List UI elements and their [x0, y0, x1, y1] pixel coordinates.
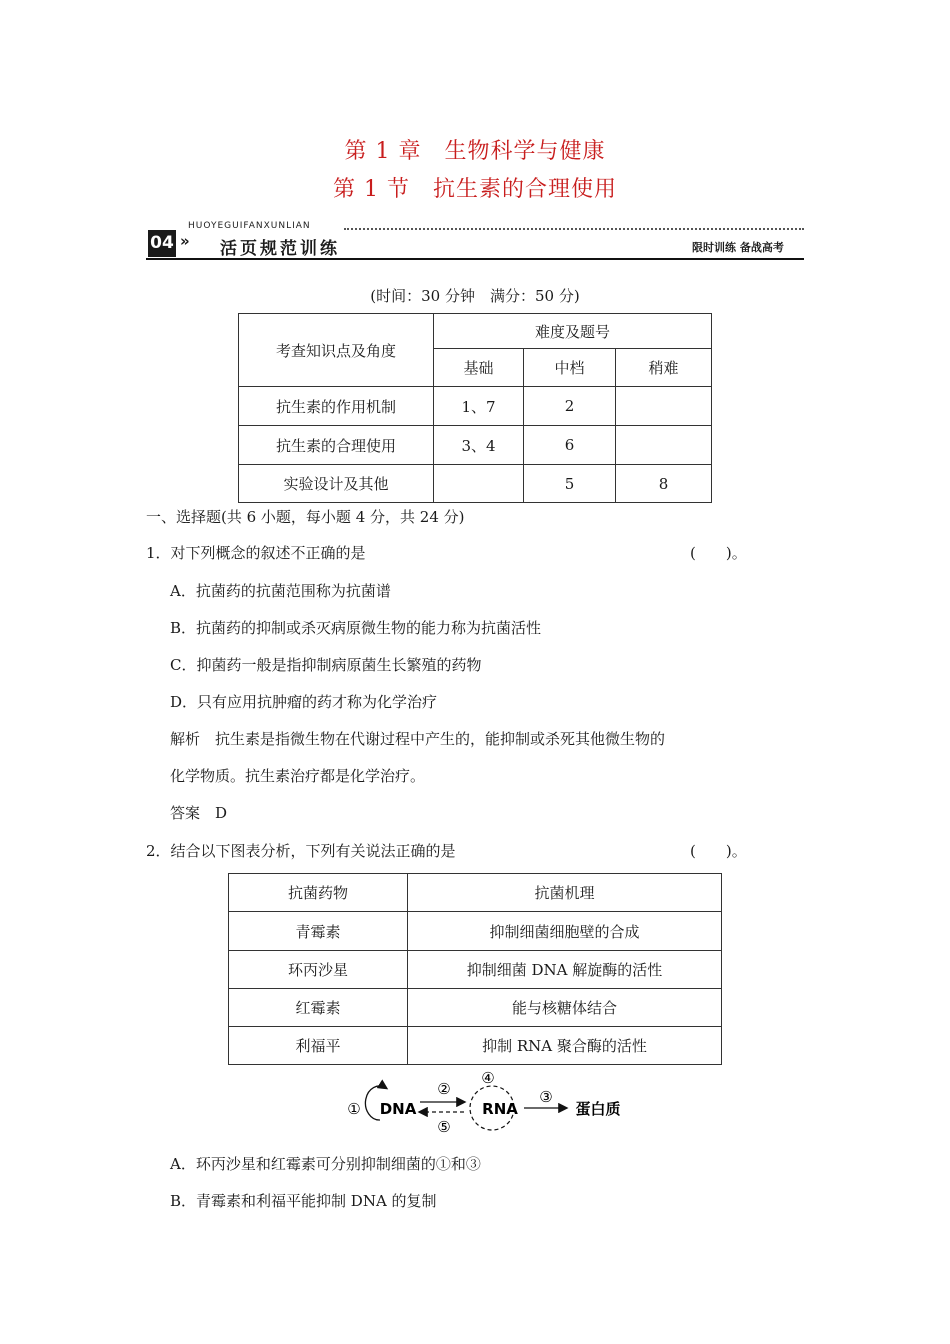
cell-drug: 红霉素: [229, 989, 408, 1027]
chapter-title: 第 1 章 生物科学与健康: [344, 139, 606, 164]
cell-mechanism: 能与核糖体结合: [408, 989, 722, 1027]
banner-dotted-line: [344, 228, 804, 230]
banner-number-badge: 04: [148, 230, 176, 257]
label-dna: DNA: [379, 1100, 417, 1118]
header-difficulty: 难度及题号: [434, 314, 712, 349]
q1-answer-blank: ( )。: [690, 544, 747, 562]
q1-stem: 1．对下列概念的叙述不正确的是: [146, 544, 366, 562]
cell-drug: 利福平: [229, 1027, 408, 1065]
cell-drug: 青霉素: [229, 912, 408, 951]
q2-option-a: A．环丙沙星和红霉素可分别抑制细菌的①和③: [170, 1155, 481, 1173]
table-row: [229, 989, 722, 1027]
label-translation: ③: [539, 1088, 553, 1106]
cell-basic: [434, 465, 524, 503]
q2-stem: 2．结合以下图表分析，下列有关说法正确的是: [146, 842, 456, 860]
antibiotic-table: [228, 873, 722, 1065]
table-row: [239, 426, 712, 465]
banner-right-text: 限时训练 备战高考: [692, 241, 784, 254]
cell-mechanism: 抑制 RNA 聚合酶的活性: [408, 1027, 722, 1065]
label-rna-replication: ④: [481, 1069, 495, 1087]
section-heading: 一、选择题(共 6 小题，每小题 4 分，共 24 分): [146, 508, 465, 526]
cell-topic: 实验设计及其他: [239, 465, 434, 503]
cell-hard: 8: [616, 465, 712, 503]
cell-basic: 3、4: [434, 426, 524, 465]
header-mechanism: 抗菌机理: [408, 874, 722, 912]
label-replication: ①: [347, 1100, 361, 1118]
time-info: (时间：30 分钟 满分：50 分): [370, 287, 580, 305]
table-row: [229, 912, 722, 951]
label-transcription: ②: [437, 1080, 451, 1098]
table-row: [229, 951, 722, 989]
cell-medium: 5: [524, 465, 616, 503]
table-row: [229, 1027, 722, 1065]
cell-hard: [616, 426, 712, 465]
banner-title: 活页规范训练: [220, 239, 340, 259]
header-basic: 基础: [434, 349, 524, 387]
knowledge-table: [238, 313, 712, 503]
cell-topic: 抗生素的作用机制: [239, 387, 434, 426]
central-dogma-diagram: [340, 1066, 640, 1138]
header-medium: 中档: [524, 349, 616, 387]
q1-analysis: 解析 抗生素是指微生物在代谢过程中产生的，能抑制或杀死其他微生物的: [170, 730, 666, 748]
cell-drug: 环丙沙星: [229, 951, 408, 989]
cell-topic: 抗生素的合理使用: [239, 426, 434, 465]
q1-option-c: C．抑菌药一般是指抑制病原菌生长繁殖的药物: [170, 656, 482, 674]
q1-analysis-cont: 化学物质。抗生素治疗都是化学治疗。: [170, 767, 426, 785]
cell-hard: [616, 387, 712, 426]
banner-underline: [146, 258, 804, 260]
label-rna: RNA: [482, 1100, 518, 1118]
table-row: [239, 387, 712, 426]
cell-medium: 2: [524, 387, 616, 426]
table-row: [239, 465, 712, 503]
cell-medium: 6: [524, 426, 616, 465]
banner-pinyin: HUOYEGUIFANXUNLIAN: [188, 221, 311, 231]
banner-arrows-icon: »: [180, 232, 190, 250]
q2-answer-blank: ( )。: [690, 842, 747, 860]
label-reverse-transcription: ⑤: [437, 1118, 451, 1136]
label-protein: 蛋白质: [575, 1100, 621, 1118]
header-drug: 抗菌药物: [229, 874, 408, 912]
cell-mechanism: 抑制细菌 DNA 解旋酶的活性: [408, 951, 722, 989]
section-title: 第 1 节 抗生素的合理使用: [333, 177, 617, 202]
header-topic: 考查知识点及角度: [239, 314, 434, 387]
q1-answer: 答案 D: [170, 804, 228, 822]
cell-basic: 1、7: [434, 387, 524, 426]
cell-mechanism: 抑制细菌细胞壁的合成: [408, 912, 722, 951]
header-hard: 稍难: [616, 349, 712, 387]
q1-option-d: D．只有应用抗肿瘤的药才称为化学治疗: [170, 693, 438, 711]
q2-option-b: B．青霉素和利福平能抑制 DNA 的复制: [170, 1192, 437, 1210]
q1-option-b: B．抗菌药的抑制或杀灭病原微生物的能力称为抗菌活性: [170, 619, 542, 637]
q1-option-a: A．抗菌药的抗菌范围称为抗菌谱: [170, 582, 391, 600]
